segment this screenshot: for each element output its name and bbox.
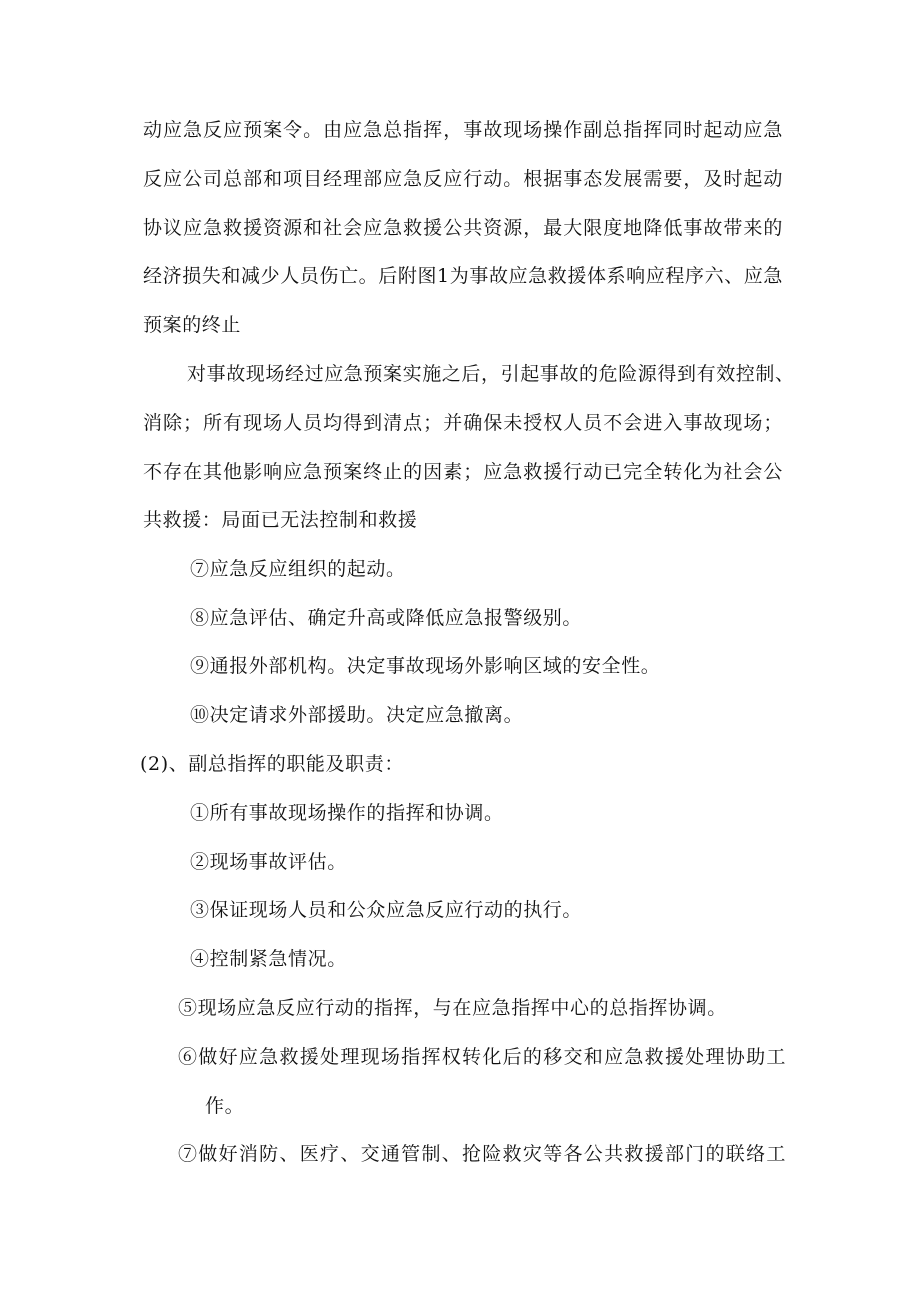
deputy-duty-item-7: ⑦做好消防、医疗、交通管制、抢险救灾等各公共救援部门的联络工 bbox=[178, 1143, 786, 1165]
deputy-duty-item-6: ⑥做好应急救援处理现场指挥权转化后的移交和应急救援处理协助工 bbox=[178, 1046, 786, 1068]
paragraph-2-line-3: 不存在其他影响应急预案终止的因素；应急救援行动已完全转化为社会公 bbox=[143, 461, 783, 483]
deputy-duty-item-5: ⑤现场应急反应行动的指挥，与在应急指挥中心的总指挥协调。 bbox=[178, 997, 727, 1019]
paragraph-2-line-2: 消除；所有现场人员均得到清点；并确保未授权人员不会进入事故现场； bbox=[143, 412, 783, 434]
paragraph-1-line-5: 预案的终止 bbox=[143, 314, 242, 336]
paragraph-1-line-3: 协议应急救援资源和社会应急救援公共资源，最大限度地降低事故带来的 bbox=[143, 217, 783, 239]
deputy-duty-item-1: ①所有事故现场操作的指挥和协调。 bbox=[190, 802, 504, 824]
chief-duty-item-7: ⑦应急反应组织的起动。 bbox=[190, 558, 406, 580]
paragraph-2-line-1: 对事故现场经过应急预案实施之后，引起事故的危险源得到有效控制、 bbox=[187, 363, 795, 385]
deputy-duty-item-6-continuation: 作。 bbox=[205, 1095, 245, 1117]
paragraph-1-line-4: 经济损失和减少人员伤亡。后附图1为事故应急救援体系响应程序六、应急 bbox=[143, 265, 783, 287]
deputy-duty-item-4: ④控制紧急情况。 bbox=[190, 948, 347, 970]
deputy-duty-item-3: ③保证现场人员和公众应急反应行动的执行。 bbox=[190, 899, 583, 921]
chief-duty-item-9: ⑨通报外部机构。决定事故现场外影响区域的安全性。 bbox=[190, 655, 661, 677]
chief-duty-item-8: ⑧应急评估、确定升高或降低应急报警级别。 bbox=[190, 607, 583, 629]
section-heading: (2)、副总指挥的职能及职责： bbox=[140, 753, 404, 775]
deputy-duty-item-2: ②现场事故评估。 bbox=[190, 851, 347, 873]
chief-duty-item-10: ⑩决定请求外部援助。决定应急撤离。 bbox=[190, 704, 524, 726]
paragraph-1-line-2: 反应公司总部和项目经理部应急反应行动。根据事态发展需要，及时起动 bbox=[143, 168, 783, 190]
paragraph-1-line-1: 动应急反应预案令。由应急总指挥，事故现场操作副总指挥同时起动应急 bbox=[143, 119, 783, 141]
paragraph-2-line-4: 共救援：局面已无法控制和救援 bbox=[143, 509, 418, 531]
